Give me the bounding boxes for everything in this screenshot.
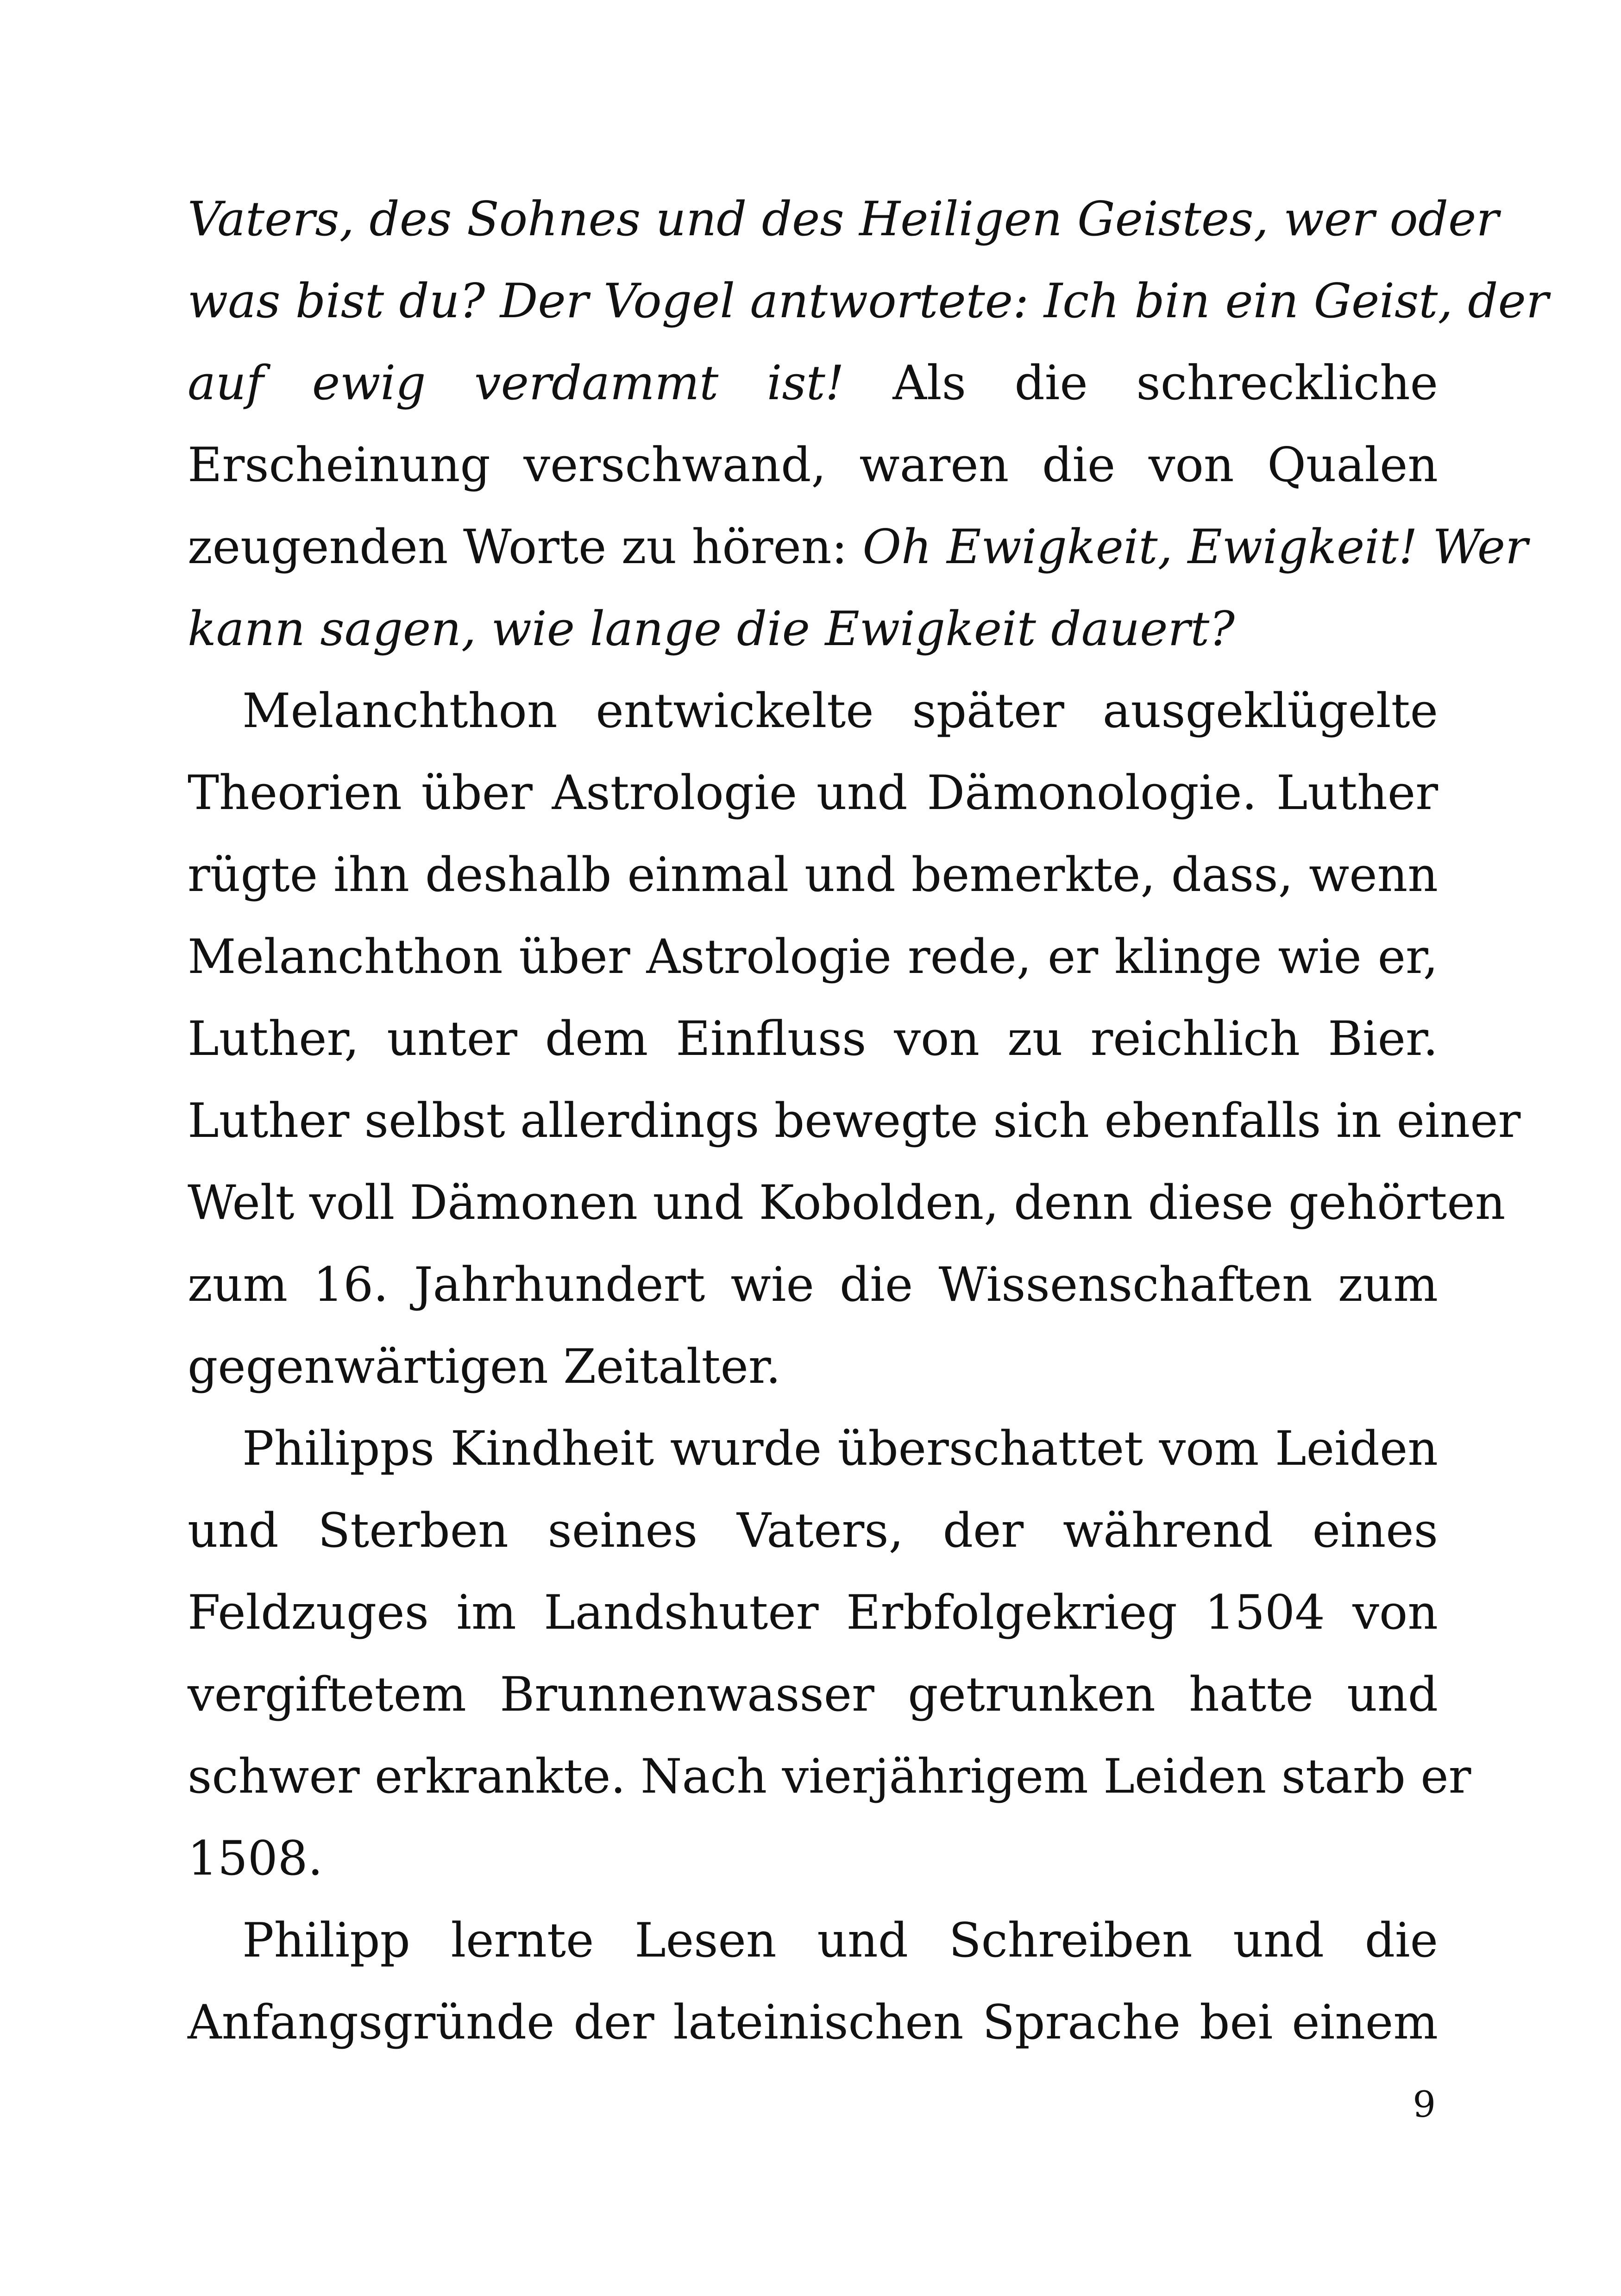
- text-line: [188, 1900, 1438, 1982]
- text-line: [188, 342, 1438, 424]
- text-segment: Theorien über Astrologie und Dämonologie. Luther: [188, 765, 1438, 821]
- text-segment: vergiftetem Brunnenwasser getrunken hatte und: [188, 1667, 1438, 1722]
- text-line: [188, 588, 1438, 670]
- text-line: [188, 1982, 1438, 2064]
- text-line: [188, 1490, 1438, 1572]
- text-line: [188, 1736, 1471, 1818]
- text-segment: Feldzuges im Landshuter Erbfolgekrieg 1504 von: [188, 1585, 1438, 1640]
- text-line: [188, 834, 1438, 916]
- text-segment: Anfangsgründe der lateinischen Sprache bei einem: [188, 1995, 1438, 2050]
- text-segment: Erscheinung verschwand, waren die von Qualen: [188, 438, 1438, 493]
- text-segment: zeugenden Worte zu hören:: [188, 520, 863, 575]
- text-segment: Luther selbst allerdings bewegte sich ebenfalls in einer: [188, 1093, 1521, 1148]
- text-line: [188, 1572, 1438, 1654]
- text-line: [188, 260, 1549, 342]
- body-text: [188, 178, 1549, 2064]
- paragraph: [188, 1900, 1438, 2064]
- page-number: 9: [1413, 2084, 1436, 2126]
- text-segment: 1508.: [188, 1831, 323, 1886]
- text-segment: zum 16. Jahrhundert wie die Wissenschaften zum: [188, 1257, 1438, 1312]
- text-segment: Philipps Kindheit wurde überschattet vom Leiden: [242, 1421, 1438, 1476]
- text-line: [188, 1818, 1438, 1900]
- text-segment: Luther, unter dem Einfluss von zu reichlich Bier.: [188, 1011, 1438, 1066]
- text-line: [188, 1326, 1438, 1408]
- paragraph: [188, 178, 1549, 670]
- text-line: [188, 670, 1438, 752]
- italic-text: was bist du? Der Vogel antwortete: Ich bin ein Geist, der: [188, 274, 1549, 329]
- paragraph: [188, 1408, 1471, 1900]
- text-segment: Melanchthon über Astrologie rede, er klinge wie er,: [188, 929, 1438, 985]
- text-segment: gegenwärtigen Zeitalter.: [188, 1339, 781, 1394]
- italic-text: Oh Ewigkeit, Ewigkeit! Wer: [862, 520, 1528, 575]
- text-segment: Philipp lernte Lesen und Schreiben und die: [242, 1913, 1438, 1968]
- text-line: [188, 506, 1528, 588]
- text-segment: und Sterben seines Vaters, der während eines: [188, 1503, 1438, 1558]
- text-line: [188, 1080, 1521, 1162]
- italic-text: auf ewig verdammt ist!: [188, 356, 844, 411]
- text-line: [188, 1408, 1438, 1490]
- text-line: [188, 916, 1438, 998]
- text-line: [188, 1162, 1506, 1244]
- text-segment: schwer erkrankte. Nach vierjährigem Leiden starb er: [188, 1749, 1471, 1804]
- text-line: [188, 1244, 1438, 1326]
- text-line: [188, 998, 1438, 1080]
- paragraph: [188, 670, 1521, 1408]
- text-line: [188, 424, 1438, 506]
- text-segment: rügte ihn deshalb einmal und bemerkte, dass, wenn: [188, 847, 1438, 903]
- text-line: [188, 178, 1499, 260]
- italic-text: Vaters, des Sohnes und des Heiligen Geistes, wer oder: [188, 192, 1499, 247]
- text-line: [188, 1654, 1438, 1736]
- text-line: [188, 752, 1438, 834]
- text-segment: Als die schreckliche: [844, 356, 1438, 411]
- italic-text: kann sagen, wie lange die Ewigkeit dauert?: [188, 602, 1235, 657]
- text-segment: Welt voll Dämonen und Kobolden, denn diese gehörten: [188, 1175, 1506, 1230]
- text-segment: Melanchthon entwickelte später ausgeklügelte: [242, 684, 1438, 739]
